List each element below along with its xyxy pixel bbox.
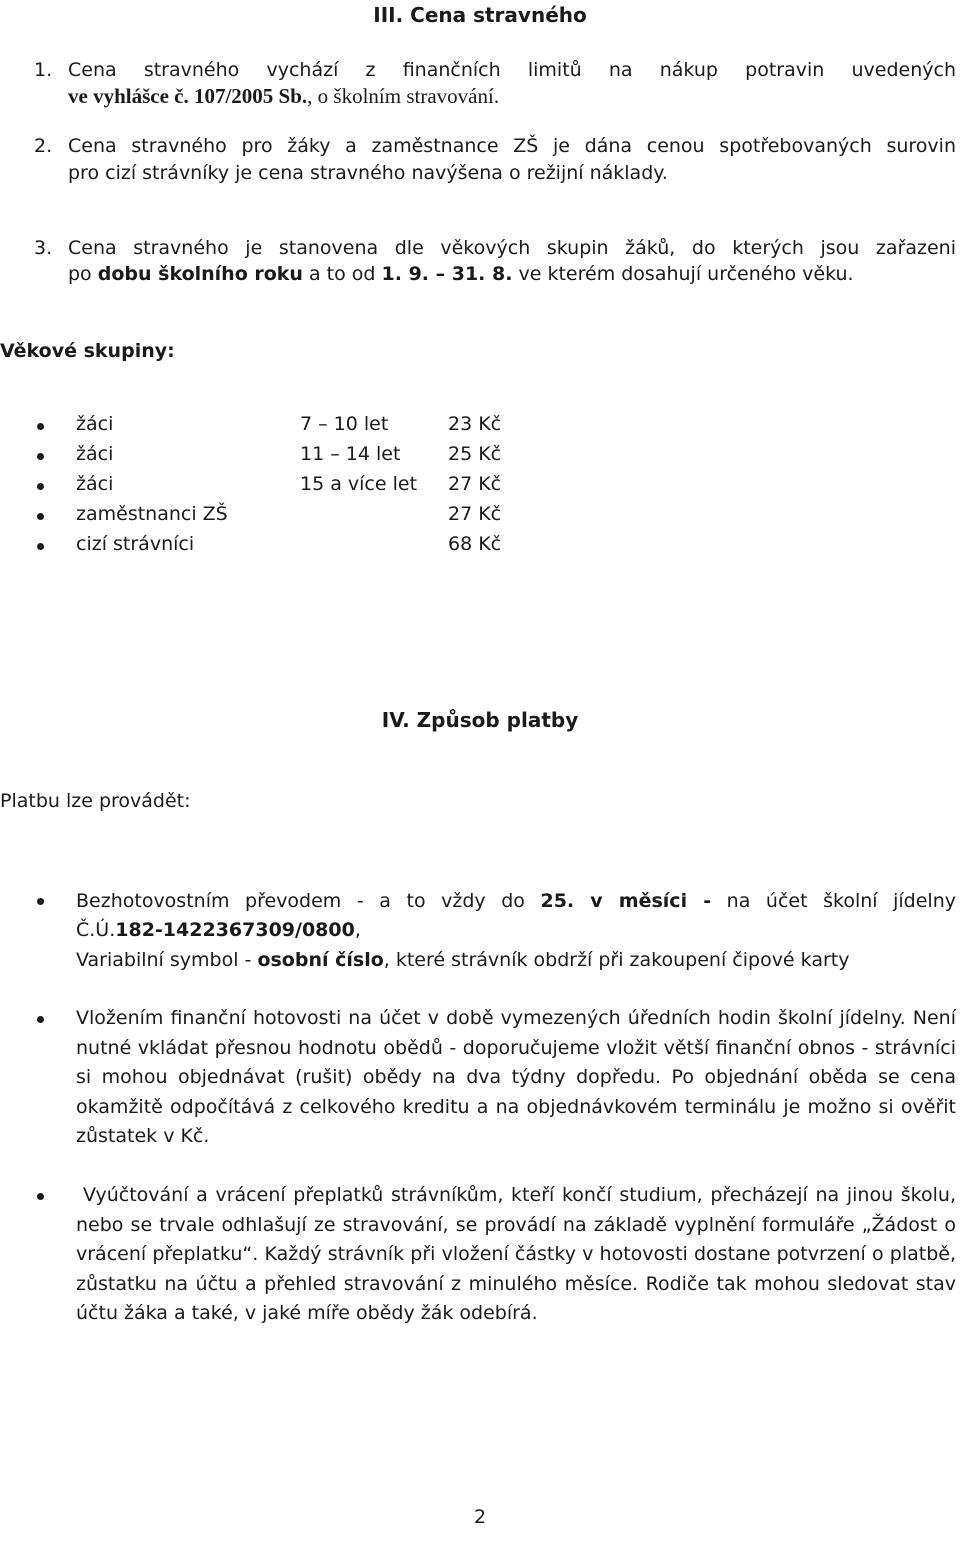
paragraph-line: Cena stravného je stanovena dle věkových skupin žáků, do kterých jsou zařazeni bbox=[68, 237, 956, 259]
list-number: 1. bbox=[34, 59, 53, 81]
text-run: dobu školního roku bbox=[97, 263, 303, 285]
due-day: 25. v měsíci - bbox=[540, 890, 712, 912]
text-run: , které strávník obdrží při zakoupení čipové karty bbox=[383, 949, 850, 971]
paragraph-line bbox=[68, 84, 499, 108]
group-label: žáci bbox=[76, 413, 114, 435]
group-price: 27 Kč bbox=[448, 473, 502, 495]
paragraph-line bbox=[76, 918, 361, 942]
text-run: ve kterém dosahují určeného věku. bbox=[512, 263, 854, 285]
text-run: po bbox=[68, 263, 98, 285]
paragraph-line: pro cizí strávníky je cena stravného navýšena o režijní náklady. bbox=[68, 162, 668, 184]
text-run: Variabilní symbol - bbox=[76, 949, 258, 971]
age-groups-heading: Věkové skupiny: bbox=[0, 340, 175, 362]
bullet-icon bbox=[37, 423, 44, 430]
paragraph-line bbox=[76, 889, 956, 913]
text-run: Č.Ú. bbox=[76, 919, 116, 941]
group-price: 27 Kč bbox=[448, 503, 502, 525]
paragraph-line: Cena stravného pro žáky a zaměstnance ZŠ je dána cenou spotřebovaných surovin bbox=[68, 135, 956, 157]
group-price: 23 Kč bbox=[448, 413, 502, 435]
bullet-icon bbox=[37, 453, 44, 460]
law-reference: ve vyhlášce č. 107/2005 Sb. bbox=[68, 84, 308, 108]
text-run: , o školním stravování. bbox=[307, 84, 500, 108]
group-label: žáci bbox=[76, 443, 114, 465]
bullet-icon bbox=[37, 513, 44, 520]
paragraph-line: Cena stravného vychází z finančních limitů na nákup potravin uvedených bbox=[68, 59, 956, 81]
section-heading: III. Cena stravného bbox=[373, 3, 587, 27]
group-label: zaměstnanci ZŠ bbox=[76, 503, 228, 525]
bullet-icon bbox=[37, 543, 44, 550]
account-number: 182-1422367309/0800 bbox=[115, 919, 355, 941]
group-age: 11 – 14 let bbox=[300, 443, 401, 465]
section-heading: IV. Způsob platby bbox=[381, 708, 579, 732]
paragraph-line bbox=[76, 948, 849, 972]
bullet-icon bbox=[37, 898, 44, 905]
group-price: 68 Kč bbox=[448, 533, 502, 555]
payment-intro: Platbu lze provádět: bbox=[0, 790, 191, 812]
list-number: 2. bbox=[34, 135, 53, 157]
text-run: Bezhotovostním převodem - a to vždy do bbox=[76, 890, 541, 912]
group-price: 25 Kč bbox=[448, 443, 502, 465]
text-run: na účet školní jídelny bbox=[711, 890, 956, 912]
date-range: 1. 9. – 31. 8. bbox=[381, 263, 513, 285]
group-age: 7 – 10 let bbox=[300, 413, 389, 435]
bullet-icon bbox=[37, 1193, 44, 1200]
page-number: 2 bbox=[473, 1506, 487, 1528]
bullet-icon bbox=[37, 483, 44, 490]
text-run: a to od bbox=[302, 263, 382, 285]
paragraph: Vyúčtování a vrácení přeplatků strávníkům, kteří končí studium, přecházejí na jinou školu, nebo se trvale odhlašují ze stravování, se provádí na základě vyplnění formuláře „Žádost o vrácení přeplatku“. Každý strávník při vložení částky v hotovosti dostane potvrzení o platbě, zůstatku na účtu a přehled stravování z minulého měsíce. Rodiče tak mohou sledovat stav účtu žáka a také, v jaké míře obědy žák odebírá. bbox=[76, 1184, 956, 1324]
bullet-icon bbox=[37, 1016, 44, 1023]
paragraph-line bbox=[68, 262, 854, 286]
list-number: 3. bbox=[34, 237, 53, 259]
group-label: žáci bbox=[76, 473, 114, 495]
group-label: cizí strávníci bbox=[76, 533, 195, 555]
variable-symbol: osobní číslo bbox=[257, 949, 384, 971]
text-run: , bbox=[354, 919, 361, 941]
paragraph: Vložením finanční hotovosti na účet v době vymezených úředních hodin školní jídelny. Není nutné vkládat přesnou hodnotu obědů - doporučujeme vložit větší finanční obnos - strávníci si mohou objednávat (rušit) obědy na dva týdny dopředu. Po objednání oběda se cena okamžitě odpočítává z celkového kreditu a na objednávkovém terminálu je možno si ověřit zůstatek v Kč. bbox=[76, 1007, 956, 1147]
group-age: 15 a více let bbox=[300, 473, 418, 495]
